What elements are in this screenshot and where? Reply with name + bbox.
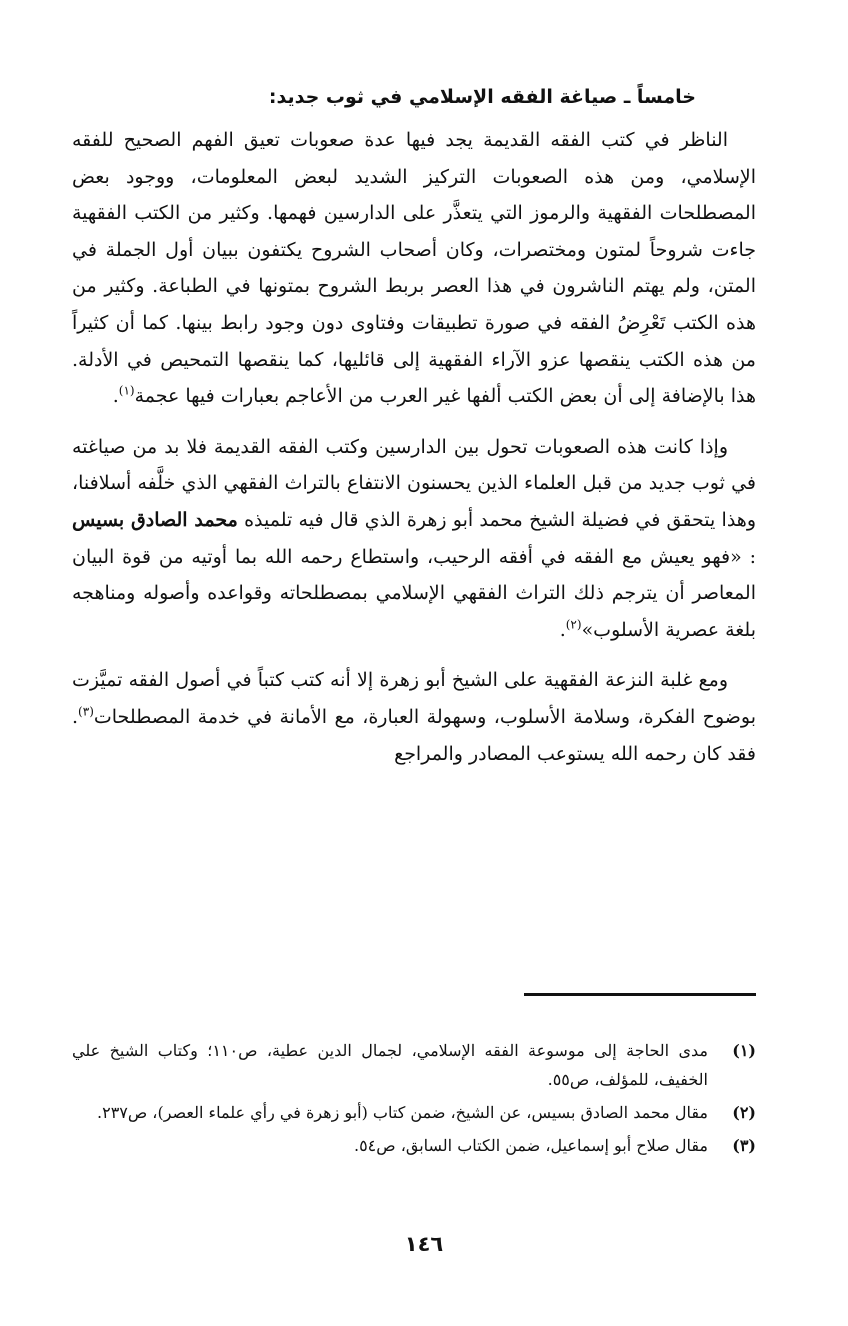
footnote-text: مدى الحاجة إلى موسوعة الفقه الإسلامي، لجمال الدين عطية، ص١١٠؛ وكتاب الشيخ علي الخفيف، للمؤلف، ص٥٥. (72, 1041, 708, 1089)
footnote-ref-3[interactable]: (٣) (78, 704, 94, 719)
page-number: ١٤٦ (404, 1232, 444, 1256)
footnote-text: مقال محمد الصادق بسيس، عن الشيخ، ضمن كتاب (أبو زهرة في رأي علماء العصر)، ص٢٣٧. (97, 1103, 708, 1122)
paragraph-3-text-after: . فقد كان رحمه الله يستوعب المصادر والمراجع (72, 705, 756, 765)
footnotes (72, 1036, 756, 1164)
student-name: محمد الصادق بسيس (72, 508, 238, 531)
paragraph-2 (72, 429, 756, 649)
section-heading: خامساً ـ صياغة الفقه الإسلامي في ثوب جديد: (268, 86, 696, 108)
paragraph-2-text-after: : «فهو يعيش مع الفقه في أفقه الرحيب، واستطاع رحمه الله بما أوتيه من قوة البيان المعاصر أن يترجم ذلك التراث الفقهي الإسلامي بمصطلحاته وقواعده وأصوله ومناهجه بلغة عصرية الأسلوب» (72, 545, 756, 641)
paragraph-1 (72, 122, 756, 415)
footnote-number: (٣) (732, 1136, 756, 1155)
footnote-text: مقال صلاح أبو إسماعيل، ضمن الكتاب السابق، ص٥٤. (353, 1136, 708, 1155)
footnote-item (72, 1036, 756, 1094)
paragraph-1-end: . (112, 385, 119, 408)
page-body (72, 80, 756, 772)
footnote-item (72, 1131, 756, 1160)
footnote-ref-2[interactable]: (٢) (565, 617, 582, 632)
footnote-number: (٢) (732, 1103, 756, 1122)
paragraph-3 (72, 662, 756, 772)
paragraph-2-end: . (559, 618, 566, 641)
footnote-number: (١) (732, 1041, 756, 1060)
footnote-separator (524, 993, 756, 996)
footnote-ref-1[interactable]: (١) (118, 383, 135, 398)
paragraph-1-text: الناظر في كتب الفقه القديمة يجد فيها عدة صعوبات تعيق الفهم الصحيح للفقه الإسلامي، ومن هذه الصعوبات التركيز الشديد لبعض المعلومات، ووجود بعض المصطلحات الفقهية والرموز التي يتعذَّر على الدارسين فهمها. وكثير من الكتب الفقهية جاءت شروحاً لمتون ومختصرات، وكان أصحاب الشروح يكتفون ببيان أول الجملة في المتن، ولم يهتم الناشرون في هذا العصر بربط الشروح بمتونها في الطباعة. وكثير من هذه الكتب تَعْرِضُ الفقه في صورة تطبيقات وفتاوى دون وجود رابط بينها. كما أن كثيراً من هذه الكتب ينقصها عزو الآراء الفقهية إلى قائليها، كما ينقصها التمحيص في الأدلة. هذا بالإضافة إلى أن بعض الكتب ألفها غير العرب من الأعاجم بعبارات فيها عجمة (72, 129, 756, 408)
paragraph-2-text-before: وإذا كانت هذه الصعوبات تحول بين الدارسين وكتب الفقه القديمة فلا بد من صياغته في ثوب جديد من قبل العلماء الذين يحسنون الانتفاع بالتراث الفقهي الذي خلَّفه أسلافنا، وهذا يتحقق في فضيلة الشيخ محمد أبو زهرة الذي قال فيه تلميذه (72, 435, 757, 531)
footnote-item (72, 1098, 756, 1127)
paragraph-3-text-before: ومع غلبة النزعة الفقهية على الشيخ أبو زهرة إلا أنه كتب كتباً في أصول الفقه تميَّزت بوضوح الفكرة، وسلامة الأسلوب، وسهولة العبارة، مع الأمانة في خدمة المصطلحات (72, 669, 756, 728)
